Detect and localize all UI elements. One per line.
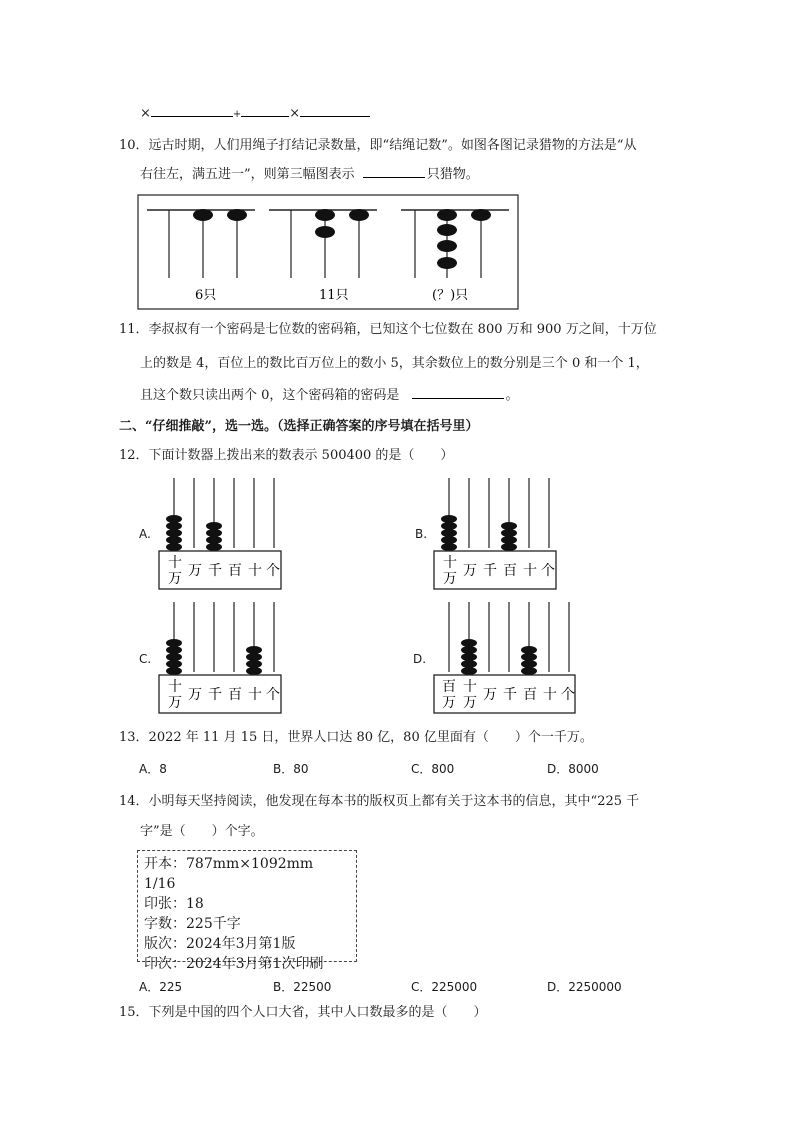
bead	[206, 543, 222, 551]
knot	[437, 209, 457, 221]
bead	[166, 515, 182, 523]
bead	[441, 529, 457, 537]
q12-text: 12．下面计数器上拨出来的数表示 500400 的是（ ）	[119, 448, 454, 463]
bead	[246, 667, 262, 675]
info-line: 版次：2024年3月第1版	[144, 936, 296, 952]
svg-text:万: 万	[188, 687, 202, 703]
answer-blank[interactable]	[241, 104, 289, 117]
q13-option-d[interactable]: D．8000	[547, 762, 599, 776]
q14-line2: 字”是（ ）个字。	[140, 824, 264, 839]
section2-title: 二、“仔细推敲”，选一选。（选择正确答案的序号填在括号里）	[119, 419, 479, 434]
svg-text:万: 万	[463, 563, 477, 579]
bead	[246, 653, 262, 661]
option-a-letter: A.	[139, 527, 151, 541]
knot	[193, 209, 213, 221]
q13-text: 13．2022 年 11 月 15 日，世界人口达 80 亿，80 亿里面有（ ）个一千万。	[119, 730, 593, 745]
bead	[441, 522, 457, 530]
answer-blank[interactable]	[300, 104, 370, 117]
times-sign: ×	[140, 106, 151, 121]
q14-option-a[interactable]: A．225	[139, 980, 183, 994]
bead	[521, 660, 537, 668]
svg-text:十: 十	[248, 687, 262, 703]
panel-label: (？)只	[432, 288, 469, 303]
svg-text:万: 万	[463, 695, 477, 711]
bead	[166, 529, 182, 537]
svg-text:万: 万	[188, 563, 202, 579]
book-info-box	[137, 850, 357, 972]
knot	[437, 257, 457, 269]
bead	[246, 660, 262, 668]
bead	[166, 646, 182, 654]
svg-text:千: 千	[208, 687, 222, 703]
q10-text: 右往左，满五进一”，则第三幅图表示	[140, 167, 355, 182]
q14-option-c[interactable]: C．225000	[411, 980, 478, 994]
bead	[246, 646, 262, 654]
svg-text:万: 万	[483, 687, 497, 703]
svg-text:十: 十	[443, 555, 457, 571]
svg-text:千: 千	[483, 563, 497, 579]
bead	[166, 660, 182, 668]
q11-line3	[140, 386, 519, 405]
info-line: 开本：787mm×1092mm 1/16	[144, 856, 328, 892]
svg-text:个: 个	[541, 563, 555, 579]
svg-text:万: 万	[442, 695, 456, 711]
option-d-letter: D.	[413, 652, 427, 666]
svg-text:十: 十	[523, 563, 537, 579]
bead	[501, 543, 517, 551]
svg-text:百: 百	[442, 679, 456, 695]
q10-text-end: 只猎物。	[426, 167, 479, 182]
knot	[315, 209, 335, 221]
svg-text:十: 十	[463, 679, 477, 695]
svg-text:千: 千	[503, 687, 517, 703]
bead	[166, 543, 182, 551]
info-line: 字数：225千字	[144, 916, 241, 932]
knot	[437, 240, 457, 252]
bead	[461, 667, 477, 675]
top-fill-line	[140, 104, 370, 124]
bead	[521, 667, 537, 675]
option-c-letter: C.	[139, 652, 152, 666]
svg-text:千: 千	[208, 563, 222, 579]
bead	[166, 536, 182, 544]
bead	[206, 536, 222, 544]
answer-blank[interactable]	[151, 104, 233, 117]
bead	[206, 522, 222, 530]
bead	[166, 639, 182, 647]
q11-text: 且这个数只读出两个 0，这个密码箱的密码是	[140, 388, 400, 403]
svg-text:万: 万	[168, 571, 182, 587]
knot	[471, 209, 491, 221]
option-b-letter: B.	[415, 527, 428, 541]
bead	[521, 653, 537, 661]
svg-text:十: 十	[248, 563, 262, 579]
bead	[461, 639, 477, 647]
q14-option-b[interactable]: B．22500	[273, 980, 332, 994]
q13-option-c[interactable]: C．800	[411, 762, 455, 776]
bead	[166, 667, 182, 675]
bead	[501, 522, 517, 530]
bead	[206, 529, 222, 537]
svg-text:百: 百	[523, 687, 537, 703]
svg-text:万: 万	[443, 571, 457, 587]
abacus-b[interactable]	[433, 472, 557, 592]
bead	[166, 653, 182, 661]
bead	[441, 515, 457, 523]
info-line: 印张：18	[144, 896, 204, 912]
q10-line2	[140, 165, 479, 184]
q11-answer-blank[interactable]	[412, 386, 504, 399]
bead	[441, 543, 457, 551]
knot	[349, 209, 369, 221]
abacus-d[interactable]	[433, 596, 577, 716]
svg-text:个: 个	[266, 687, 280, 703]
q13-option-b[interactable]: B．80	[273, 762, 309, 776]
bead	[461, 660, 477, 668]
q11-line2: 上的数是 4，百位上的数比百万位上的数小 5，其余数位上的数分别是三个 0 和一个 1，	[140, 356, 649, 371]
q14-line1: 14．小明每天坚持阅读，他发现在每本书的版权页上都有关于这本书的信息，其中“225 千	[119, 794, 640, 809]
q14-option-d[interactable]: D．2250000	[547, 980, 622, 994]
bead	[501, 529, 517, 537]
bead	[441, 536, 457, 544]
q15-text: 15．下列是中国的四个人口大省，其中人口数最多的是（ ）	[119, 1005, 487, 1020]
q10-answer-blank[interactable]	[363, 165, 425, 178]
plus-sign: +	[232, 109, 242, 120]
abacus-a[interactable]	[158, 472, 282, 592]
panel-label: 11只	[319, 288, 349, 303]
bead	[501, 536, 517, 544]
bead	[461, 646, 477, 654]
svg-text:十: 十	[543, 687, 557, 703]
svg-text:十: 十	[168, 679, 182, 695]
svg-text:个: 个	[266, 563, 280, 579]
knot	[315, 226, 335, 238]
knot	[437, 224, 457, 236]
svg-text:百: 百	[228, 563, 242, 579]
q10-line1: 10．远古时期，人们用绳子打结记录数量，即“结绳记数”。如图各图记录猎物的方法是“从	[119, 138, 637, 153]
svg-text:个: 个	[561, 687, 575, 703]
knot	[227, 209, 247, 221]
svg-text:万: 万	[168, 695, 182, 711]
svg-text:十: 十	[168, 555, 182, 571]
q11-text-end: 。	[505, 388, 519, 403]
svg-text:百: 百	[503, 563, 517, 579]
svg-text:百: 百	[228, 687, 242, 703]
info-line: 印次：2024年3月第1次印刷	[144, 956, 324, 972]
bead	[461, 653, 477, 661]
q11-line1: 11．李叔叔有一个密码是七位数的密码箱，已知这个七位数在 800 万和 900 万之间，十万位	[119, 322, 657, 337]
q13-option-a[interactable]: A．8	[139, 762, 167, 776]
panel-label: 6只	[195, 288, 217, 303]
bead	[521, 646, 537, 654]
times-sign: ×	[289, 106, 301, 121]
knot-rope-figure	[137, 194, 519, 310]
abacus-c[interactable]	[158, 596, 282, 716]
bead	[166, 522, 182, 530]
